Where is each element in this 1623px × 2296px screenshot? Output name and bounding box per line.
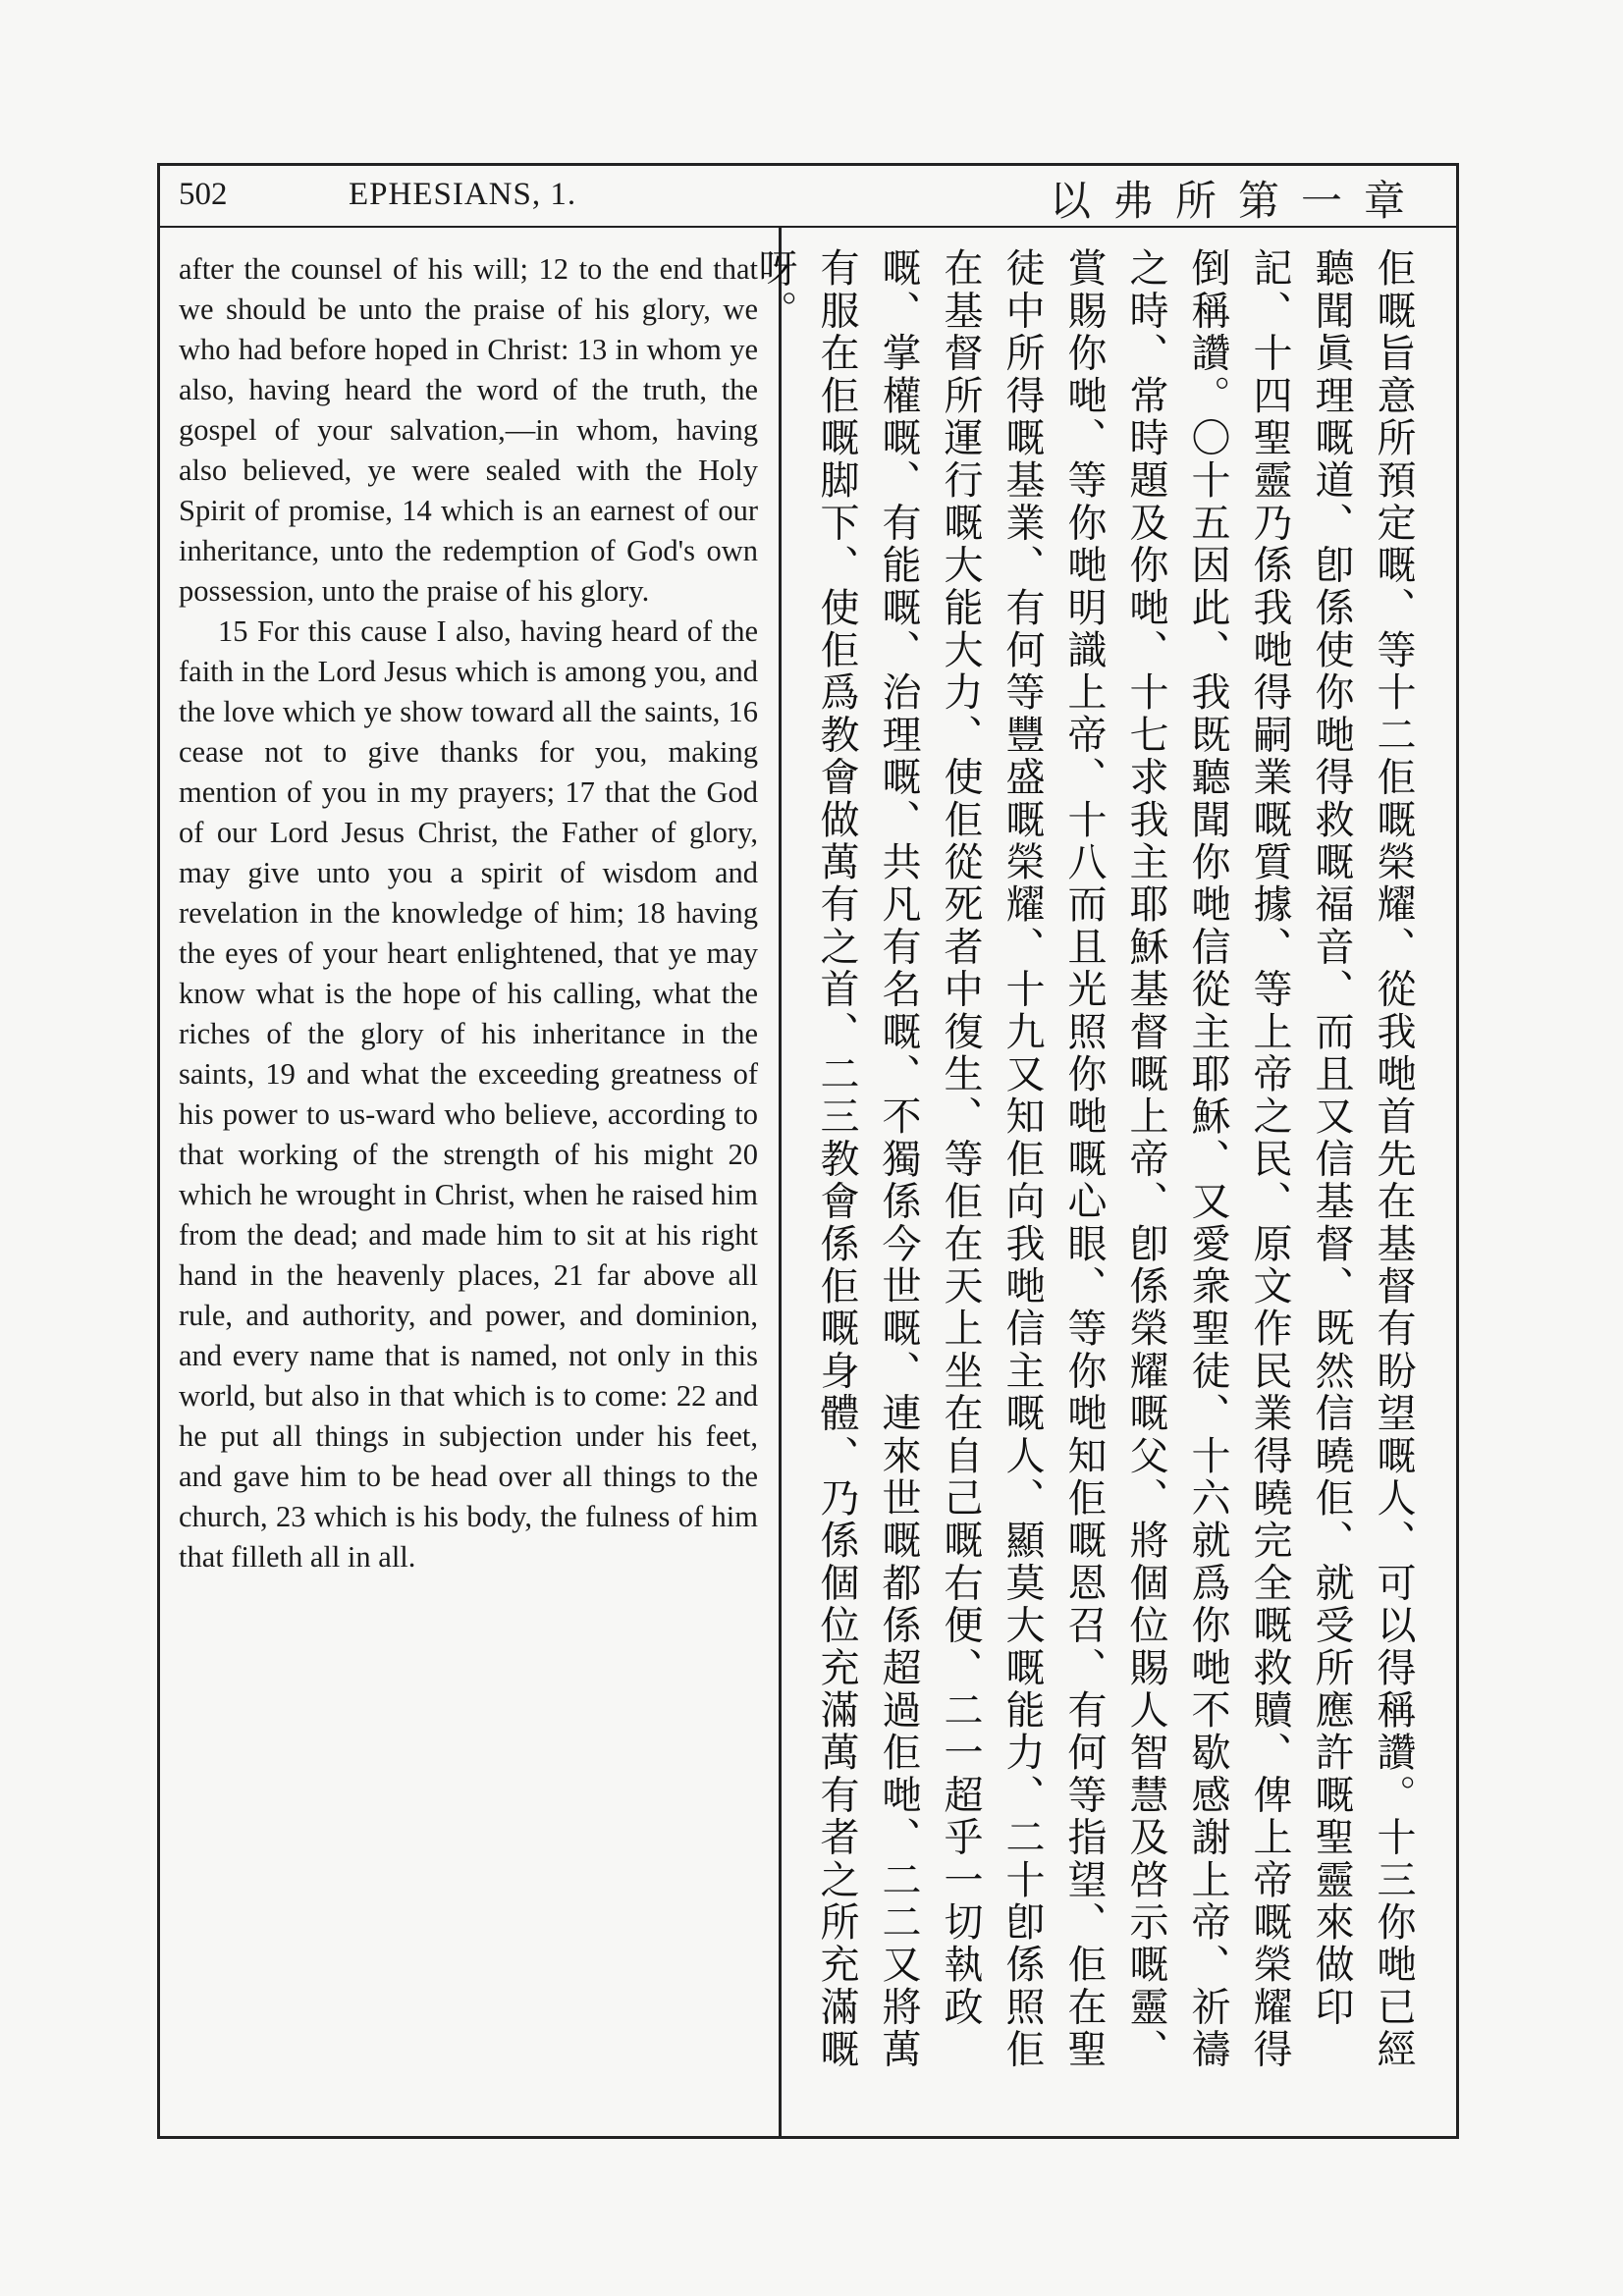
chinese-book-title: 以弗所第一章 (1049, 177, 1427, 225)
english-column (179, 249, 758, 1577)
english-paragraph: after the counsel of his will; 12 to the end that we should be unto the praise of his glory, we who had before hoped in Christ: 13 in whom ye also, having heard the word of the truth, the gospel of your salvation,—in whom, having also believed, ye were sealed with the Holy Spirit of promise, 14 which is an earnest of our inheritance, unto the redemption of God's own possession, unto the praise of his glory. (179, 252, 758, 608)
chinese-column: 佢嘅旨意所預定嘅、等十二佢嘅榮耀、從我哋首先在基督有盼望嘅人、可以得稱讚。十三你哋已經聽聞眞理嘅道、卽係使你哋得救嘅福音、而且又信基督、既然信曉佢、就受所應許嘅聖靈來做印記、十四聖靈乃係我哋得嗣業嘅質據、等上帝之民、原文作民業得曉完全嘅救贖、俾上帝嘅榮耀得倒稱讚。〇十五因此、我既聽聞你哋信從主耶穌、又愛衆聖徒、十六就爲你哋不歇感謝上帝、祈禱之時、常時題及你哋、十七求我主耶穌基督嘅上帝、卽係榮耀嘅父、將個位賜人智慧及啓示嘅靈、賞賜你哋、等你哋明識上帝、十八而且光照你哋嘅心眼、等你哋知佢嘅恩召、有何等指望、佢在聖徒中所得嘅基業、有何等豐盛嘅榮耀、十九又知佢向我哋信主嘅人、顯莫大嘅能力、二十卽係照佢在基督所運行嘅大能大力、使佢從死者中復生、等佢在天上坐在自己嘅右便、二一超乎一切執政嘅、掌權嘅、有能嘅、治理嘅、共凡有名嘅、不獨係今世嘅、連來世嘅都係超過佢哋、二二又將萬有服在佢嘅脚下、使佢爲教會做萬有之首、二三教會係佢嘅身體、乃係個位充滿萬有者之所充滿嘅呀。 (752, 247, 1416, 2071)
page-number: 502 (179, 177, 228, 212)
book-title: EPHESIANS, 1. (349, 177, 577, 212)
column-divider (779, 228, 782, 2136)
english-paragraph: 15 For this cause I also, having heard of the faith in the Lord Jesus which is among you, and the love which ye show toward all the saints, 16 cease not to give thanks for you, making mention of you in my prayers; 17 that the God of our Lord Jesus Christ, the Father of glory, may give unto you a spirit of wisdom and revelation in the knowledge of him; 18 having the eyes of your heart enlightened, that ye may know what is the hope of his calling, what the riches of the glory of his inheritance in the saints, 19 and what the exceeding greatness of his power to us-ward who believe, according to that working of the strength of his might 20 which he wrought in Christ, when he raised him from the dead; and made him to sit at his right hand in the heavenly places, 21 far above all rule, and authority, and power, and dominion, and every name that is named, not only in this world, but also in that which is to come: 22 and he put all things in subjection under his feet, and gave him to be head over all things to the church, 23 which is his body, the fulness of him that filleth all in all. (179, 614, 758, 1574)
top-rule (157, 163, 1459, 166)
